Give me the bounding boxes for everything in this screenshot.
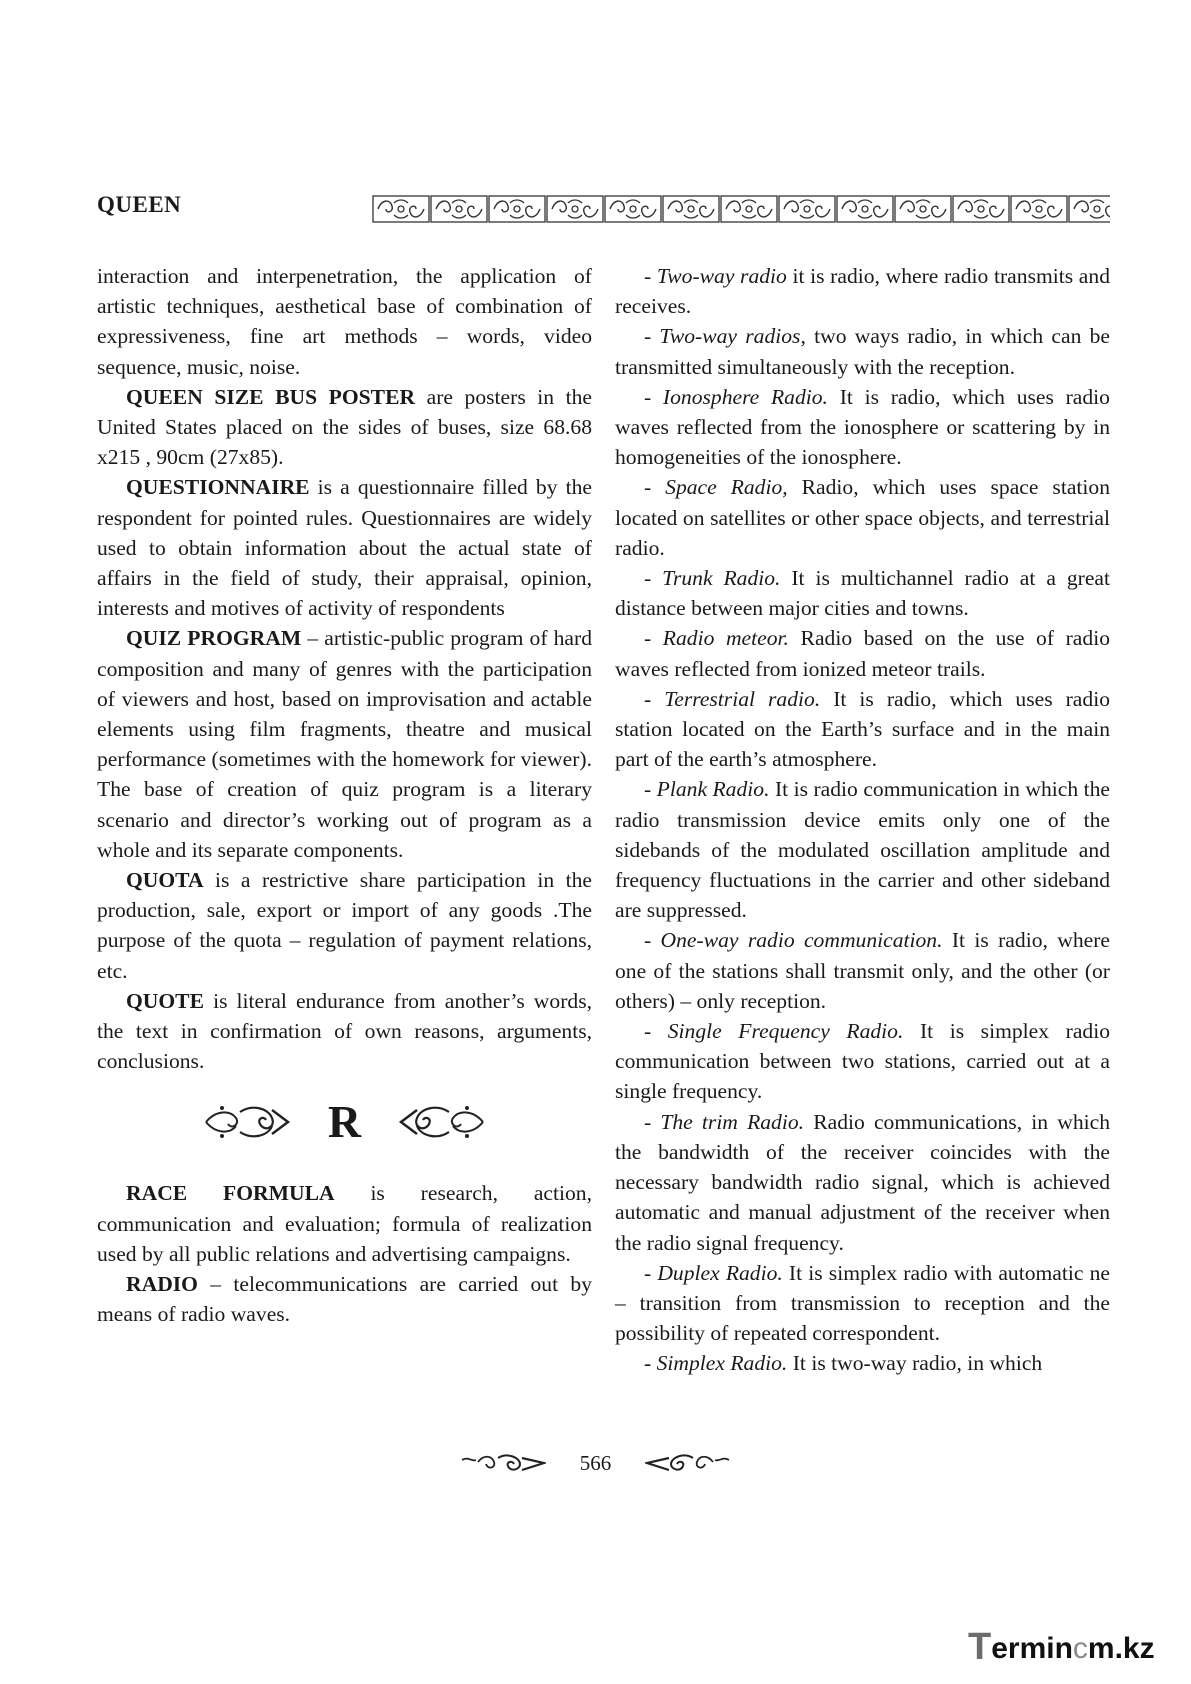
site-watermark-logo: [968, 1628, 1155, 1666]
radio-type-item: [615, 1348, 1110, 1378]
dictionary-entry: [97, 623, 592, 865]
item-term: - Two-way radios,: [644, 324, 806, 349]
swirl-ornament-icon: [460, 1452, 546, 1474]
ornament-border-icon: [372, 194, 1110, 224]
logo-text-end: m.kz: [1087, 1632, 1155, 1665]
item-term: - Plank Radio.: [644, 777, 770, 802]
page-number: 566: [579, 1450, 612, 1475]
entry-term: QUIZ PROGRAM: [126, 626, 302, 651]
entry-term: RACE FORMULA: [126, 1181, 335, 1206]
entry-text: are posters in the United States placed on the sides of buses, size 68.68 x215 , 90cm (27x85).: [97, 384, 592, 470]
section-letter: R: [327, 1096, 362, 1148]
item-text: It is simplex radio with automatic ne – transition from transmission to reception and the possibility of repeated correspondent.: [615, 1260, 1110, 1346]
entry-text: is research, action, communication and evaluation; formula of realization used by all public relations and advertising campaigns.: [97, 1181, 593, 1266]
entry-term: QUOTA: [126, 868, 204, 893]
logo-o-glyph: c: [1072, 1632, 1088, 1665]
item-text: It is radio, where one of the stations shall transmit only, and the other (or others) – only reception.: [615, 928, 1110, 1013]
entry-term: RADIO: [126, 1272, 198, 1297]
entry-text: is a questionnaire filled by the respondent for pointed rules. Questionnaires are widely used to obtain information about the actual state of affairs in the field of study, their appraisal, opinion, interests and motives of activity of respondents: [97, 475, 592, 621]
item-text: It is radio, which uses radio waves reflected from the ionosphere or scattering by in homogeneities of the ionosphere.: [615, 384, 1110, 470]
radio-type-item: [615, 1107, 1110, 1258]
item-term: - Trunk Radio.: [644, 566, 781, 591]
item-text: It is radio communication in which the radio transmission device emits only one of the sidebands of the modulated oscillation amplitude and frequency fluctuations in the carrier and other sideband are suppressed.: [615, 777, 1110, 923]
radio-type-item: [615, 472, 1110, 563]
radio-type-item: [615, 261, 1110, 321]
dictionary-entry: [97, 1269, 592, 1329]
radio-type-item: [615, 321, 1110, 381]
item-term: - Two-way radio: [644, 264, 787, 288]
item-term: - Ionosphere Radio.: [644, 384, 828, 409]
item-term: - Terrestrial radio.: [644, 686, 821, 711]
entry-text: is a restrictive share participation in the production, sale, export or import of any goods .The purpose of the quota – regulation of payment relations, etc.: [97, 868, 592, 983]
item-text: It is two-way radio, in which: [787, 1351, 1043, 1376]
item-term: - The trim Radio.: [644, 1109, 805, 1134]
item-text: It is simplex radio communication between two stations, carried out at a single frequency.: [615, 1019, 1110, 1104]
radio-type-item: [615, 623, 1110, 683]
dictionary-entry: [97, 472, 592, 623]
left-column: [97, 261, 592, 1330]
item-text: Radio, which uses space station located on satellites or other space objects, and terrestrial radio.: [615, 475, 1110, 560]
page-footer: [0, 1446, 1191, 1480]
radio-type-item: [615, 382, 1110, 473]
radio-type-item: [615, 774, 1110, 925]
entry-term: QUOTE: [126, 988, 204, 1013]
radio-type-item: [615, 684, 1110, 775]
item-text: It is radio, which uses radio station located on the Earth’s surface and in the main part of the earth’s atmosphere.: [615, 686, 1110, 772]
item-term: - Single Frequency Radio.: [644, 1019, 904, 1044]
radio-type-item: [615, 1016, 1110, 1107]
paragraph-continuation: interaction and interpenetration, the application of artistic techniques, aesthetical base of combination of expressiveness, fine art methods – words, video sequence, music, noise.: [97, 264, 592, 379]
item-text: two ways radio, in which can be transmitted simultaneously with the reception.: [615, 324, 1110, 379]
item-term: - Duplex Radio.: [644, 1260, 783, 1285]
dictionary-entry: [97, 382, 592, 473]
item-text: It is multichannel radio at a great distance between major cities and towns.: [615, 566, 1110, 621]
logo-letter: T: [968, 1626, 992, 1668]
letter-section-divider: [97, 1078, 592, 1166]
entry-text: – telecommunications are carried out by means of radio waves.: [97, 1272, 592, 1327]
page-header-word: QUEEN: [97, 192, 182, 217]
entry-text: – artistic-public program of hard composition and many of genres with the participation of viewers and host, based on improvisation and actable elements using film fragments, theatre and musical performance (sometimes with the homework for viewer). The base of creation of quiz program is a literary scenario and director’s working out of program as a whole and its separate components.: [97, 626, 592, 862]
item-term: - Space Radio,: [644, 475, 788, 500]
dictionary-entry: [97, 1178, 592, 1269]
scroll-ornament-icon: [202, 1100, 294, 1144]
dictionary-entry: [97, 865, 592, 986]
logo-text: ermin: [991, 1632, 1073, 1665]
dictionary-entry: [97, 986, 592, 1077]
radio-type-item: [615, 1258, 1110, 1349]
radio-type-item: [615, 563, 1110, 623]
radio-type-item: [615, 925, 1110, 1016]
item-term: - Simplex Radio.: [644, 1351, 788, 1376]
item-term: - Radio meteor.: [644, 626, 789, 651]
item-text: Radio communications, in which the bandwidth of the receiver coincides with the necessary bandwidth radio signal, which is achieved automatic and manual adjustment of the receiver when the radio signal frequency.: [615, 1109, 1110, 1255]
scroll-ornament-icon: [395, 1100, 487, 1144]
item-text: Radio based on the use of radio waves reflected from ionized meteor trails.: [615, 626, 1110, 681]
entry-term: QUESTIONNAIRE: [126, 475, 310, 500]
entry-text: is literal endurance from another’s words, the text in confirmation of own reasons, arguments, conclusions.: [97, 988, 592, 1074]
item-term: - One-way radio communication.: [644, 928, 943, 953]
swirl-ornament-icon: [645, 1452, 731, 1474]
item-text: it is radio, where radio transmits and receives.: [615, 264, 1110, 319]
entry-term: QUEEN SIZE BUS POSTER: [126, 384, 416, 409]
right-column: [615, 261, 1110, 1379]
